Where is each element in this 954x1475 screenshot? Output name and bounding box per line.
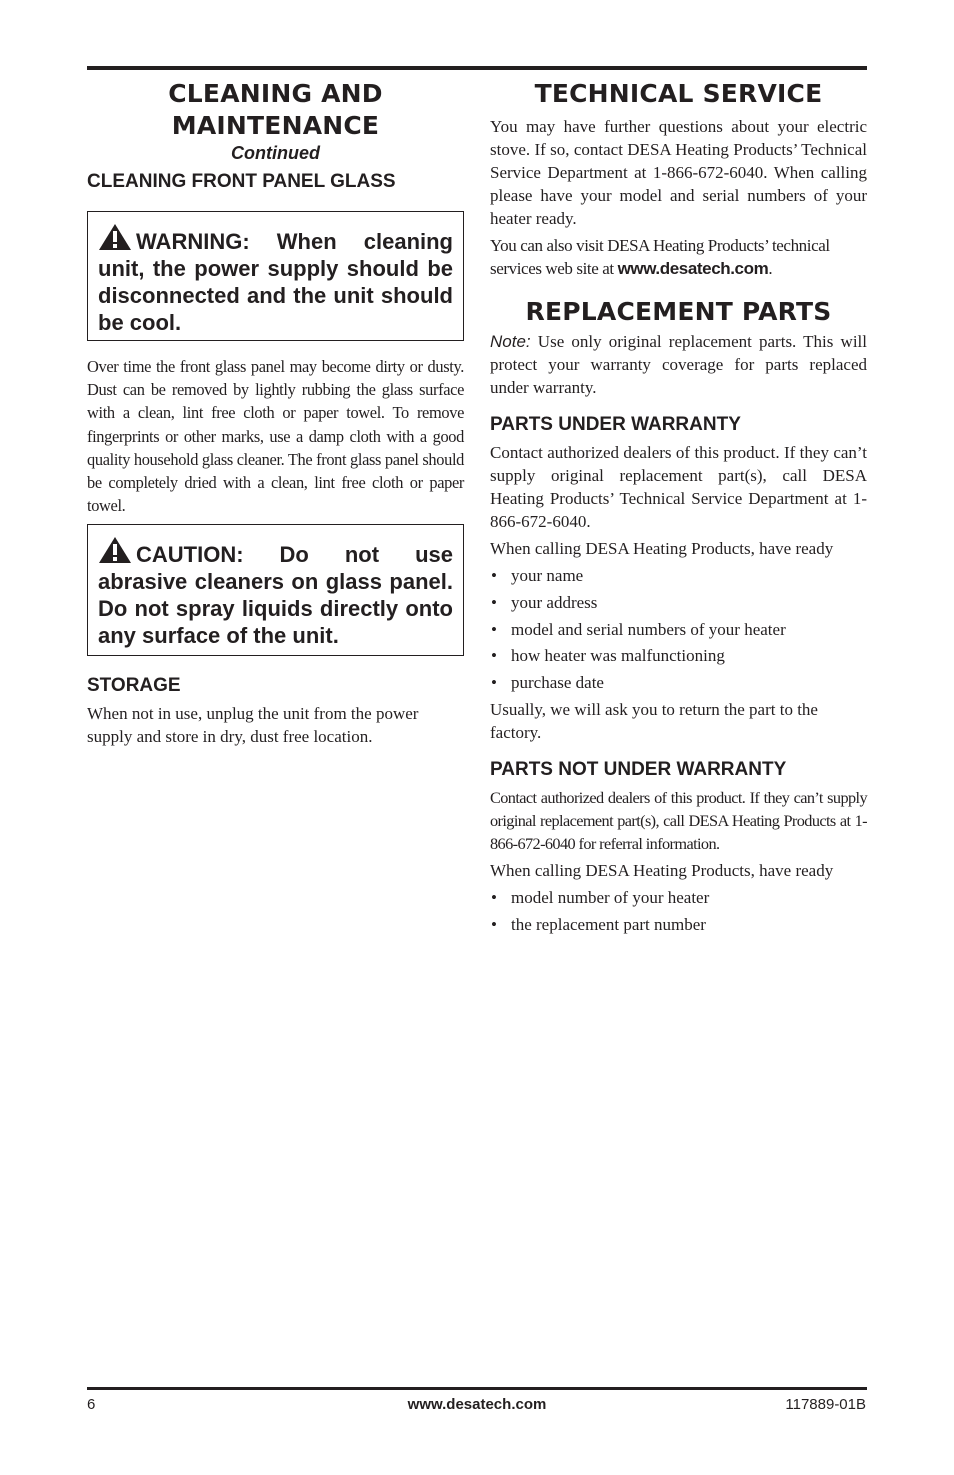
list-item-text: model and serial numbers of your heater xyxy=(511,619,786,639)
bullet: • xyxy=(491,592,497,612)
parts-under-warranty-heading: PARTS UNDER WARRANTY xyxy=(490,414,741,435)
parts-under-warranty-body: Contact authorized dealers of this product. If they can’t supply original replacement part(s), call DESA Heating Products’ Technical Service Department at 1-866-672-6040. xyxy=(490,443,867,531)
website-link[interactable]: www.desatech.com xyxy=(617,259,769,278)
list-item-text: your address xyxy=(511,592,598,612)
list-item-text: how heater was malfunctioning xyxy=(511,646,725,666)
list-item xyxy=(490,564,867,587)
return-part-text: Usually, we will ask you to return the part to the factory. xyxy=(490,699,818,742)
top-rule xyxy=(87,66,867,70)
document-number: 117889-01B xyxy=(785,1396,866,1413)
cleaning-title-line2: MAINTENANCE xyxy=(171,111,380,140)
note-paragraph xyxy=(490,330,867,399)
bullet: • xyxy=(491,914,497,934)
list-item xyxy=(490,913,867,936)
website-suffix: . xyxy=(768,259,773,278)
storage-heading: STORAGE xyxy=(87,675,181,697)
list-item xyxy=(490,644,867,667)
footer-rule xyxy=(87,1387,867,1390)
technical-service-website-paragraph xyxy=(490,234,867,280)
parts-not-under-warranty-heading: PARTS NOT UNDER WARRANTY xyxy=(490,758,787,780)
caution-text: CAUTION: Do not use abrasive cleaners on glass panel. Do not spray liquids directly onto any surface of the unit. xyxy=(98,542,453,649)
note-label: Note: xyxy=(490,332,531,351)
footer-website[interactable]: www.desatech.com xyxy=(407,1396,547,1413)
parts-not-under-warranty-body: Contact authorized dealers of this product. If they can’t supply original replacement part(s), call DESA Heating Products at 1-866-672-6040 for referral information. xyxy=(490,787,867,853)
list-item xyxy=(490,591,867,614)
bullet: • xyxy=(491,619,497,639)
list-item-text: model number of your heater xyxy=(511,887,710,907)
list-item-text: purchase date xyxy=(511,673,604,693)
list-item-text: the replacement part number xyxy=(511,914,706,934)
technical-service-title: TECHNICAL SERVICE xyxy=(534,79,823,108)
warning-text: WARNING: When cleaning unit, the power supply should be disconnected and the unit should be cool. xyxy=(98,229,453,335)
replacement-parts-title: REPLACEMENT PARTS xyxy=(525,297,832,326)
website-prefix: You can also visit DESA Heating Products’ technical services web site at xyxy=(490,236,830,278)
parts-under-warranty-list xyxy=(490,564,867,694)
warning-triangle-icon xyxy=(98,223,132,251)
bullet: • xyxy=(491,887,497,907)
list-item xyxy=(490,886,867,909)
storage-body: When not in use, unplug the unit from the power supply and store in dry, dust free location. xyxy=(87,704,419,747)
warning-paragraph xyxy=(98,223,453,336)
left-column xyxy=(87,78,464,752)
list-item xyxy=(490,618,867,641)
caution-paragraph xyxy=(98,536,453,649)
warning-box xyxy=(87,211,464,341)
list-item xyxy=(490,671,867,694)
glass-body: Over time the front glass panel may become dirty or dusty. Dust can be removed by lightly rubbing the glass surface with a clean, lint free cloth or paper towel. To remove fingerprints or other marks, use a damp cloth with a good quality household glass cleaner. The front glass panel should be completely dried with a clean, lint free cloth or paper towel. xyxy=(87,357,464,516)
bullet: • xyxy=(491,566,497,585)
glass-heading: CLEANING FRONT PANEL GLASS xyxy=(87,171,396,192)
bullet: • xyxy=(491,646,497,666)
page-number: 6 xyxy=(87,1396,96,1413)
right-column xyxy=(490,78,867,940)
note-text: Use only original replacement parts. This will protect your warranty coverage for parts replaced under warranty. xyxy=(490,332,867,397)
continued-label: Continued xyxy=(231,143,320,163)
parts-not-under-warranty-ready: When calling DESA Heating Products, have ready xyxy=(490,860,834,880)
bullet: • xyxy=(491,673,497,693)
caution-triangle-icon xyxy=(98,536,132,564)
parts-not-under-warranty-list xyxy=(490,886,867,936)
parts-under-warranty-ready: When calling DESA Heating Products, have ready xyxy=(490,539,834,558)
caution-box xyxy=(87,524,464,656)
cleaning-title-line1: CLEANING AND xyxy=(168,79,383,108)
list-item-text: your name xyxy=(511,566,584,585)
technical-service-body: You may have further questions about your electric stove. If so, contact DESA Heating Products’ Technical Service Department at 1-866-672-6040. When calling please have your model and serial numbers of your heater ready. xyxy=(490,117,867,228)
